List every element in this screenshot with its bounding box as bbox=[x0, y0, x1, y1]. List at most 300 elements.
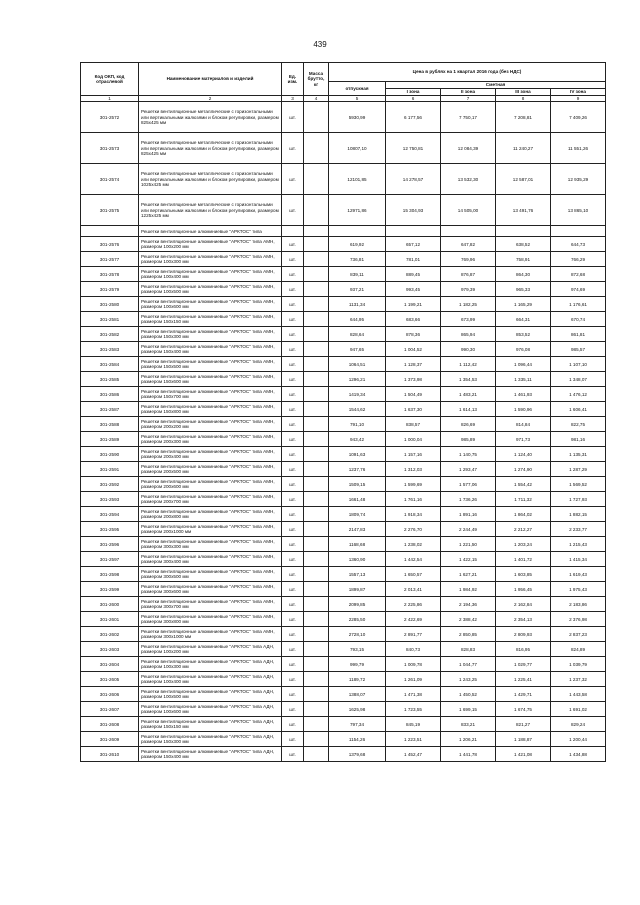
row-zone-4-price: 1 415,34 bbox=[551, 552, 606, 567]
table-row bbox=[81, 312, 606, 327]
row-zone-4-price: 1 606,41 bbox=[551, 402, 606, 417]
row-unit: шт. bbox=[282, 357, 304, 372]
row-zone-3-price: 11 240,27 bbox=[496, 133, 551, 164]
row-unit: шт. bbox=[282, 552, 304, 567]
table-row bbox=[81, 342, 606, 357]
table-row bbox=[81, 687, 606, 702]
table-row bbox=[81, 267, 606, 282]
table-row bbox=[81, 477, 606, 492]
row-mass bbox=[304, 297, 329, 312]
row-name: Решетки вентиляционные алюминиевые "АРКТОС" типа АМН, размером 300х500 мм bbox=[139, 567, 282, 582]
row-zone-2-price: 865,94 bbox=[441, 327, 496, 342]
row-zone-4-price: 13 865,10 bbox=[551, 195, 606, 226]
row-zone-2-price: 1 614,13 bbox=[441, 402, 496, 417]
row-zone-4-price: 1 176,61 bbox=[551, 297, 606, 312]
row-unit: шт. bbox=[282, 717, 304, 732]
row-unit: шт. bbox=[282, 282, 304, 297]
row-mass bbox=[304, 702, 329, 717]
table-row bbox=[81, 372, 606, 387]
row-zone-1-price bbox=[386, 226, 441, 237]
row-zone-2-price: 769,96 bbox=[441, 252, 496, 267]
column-number: 6 bbox=[386, 96, 441, 102]
row-unit: шт. bbox=[282, 477, 304, 492]
row-zone-4-price: 974,69 bbox=[551, 282, 606, 297]
row-zone-3-price: 1 603,85 bbox=[496, 567, 551, 582]
row-zone-4-price: 824,89 bbox=[551, 642, 606, 657]
row-zone-2-price: 1 736,26 bbox=[441, 492, 496, 507]
row-zone-1-price: 6 177,56 bbox=[386, 102, 441, 133]
row-zone-2-price: 1 140,75 bbox=[441, 447, 496, 462]
row-zone-4-price: 2 376,98 bbox=[551, 612, 606, 627]
table-header bbox=[81, 63, 606, 102]
row-unit: шт. bbox=[282, 597, 304, 612]
row-unit: шт. bbox=[282, 612, 304, 627]
row-code: 301-2587 bbox=[81, 402, 139, 417]
row-zone-3-price: 976,08 bbox=[496, 342, 551, 357]
table-row bbox=[81, 582, 606, 597]
row-unit: шт. bbox=[282, 402, 304, 417]
table-row bbox=[81, 747, 606, 762]
header-unit: Ед. изм. bbox=[282, 63, 304, 96]
row-unit: шт. bbox=[282, 297, 304, 312]
row-name: Решетки вентиляционные алюминиевые "АРКТОС" типа АМН, размером 200х1000 мм bbox=[139, 522, 282, 537]
row-zone-1-price: 878,36 bbox=[386, 327, 441, 342]
row-mass bbox=[304, 582, 329, 597]
row-name: Решетки вентиляционные алюминиевые "АРКТОС" типа АМН, размером 100х500 мм bbox=[139, 282, 282, 297]
row-release-price: 943,42 bbox=[329, 432, 386, 447]
row-name: Решетки вентиляционные алюминиевые "АРКТОС" типа АМН, размером 300х800 мм bbox=[139, 612, 282, 627]
row-name: Решетки вентиляционные алюминиевые "АРКТОС" типа АМН, размером 150х600 мм bbox=[139, 372, 282, 387]
column-number: 1 bbox=[81, 96, 139, 102]
header-estimate: Сметная bbox=[386, 82, 606, 89]
row-zone-2-price: 876,87 bbox=[441, 267, 496, 282]
header-zone-3: III зона bbox=[496, 89, 551, 96]
row-unit: шт. bbox=[282, 267, 304, 282]
row-name: Решетки вентиляционные алюминиевые "АРКТОС" типа АМН, размером 150х400 мм bbox=[139, 342, 282, 357]
row-release-price: 828,64 bbox=[329, 327, 386, 342]
row-code: 301-2578 bbox=[81, 267, 139, 282]
row-code: 301-2596 bbox=[81, 537, 139, 552]
row-zone-2-price: 990,30 bbox=[441, 342, 496, 357]
row-zone-1-price: 2 422,69 bbox=[386, 612, 441, 627]
row-zone-1-price: 1 000,04 bbox=[386, 432, 441, 447]
row-code: 301-2577 bbox=[81, 252, 139, 267]
row-zone-3-price: 821,27 bbox=[496, 717, 551, 732]
row-zone-3-price: 1 590,96 bbox=[496, 402, 551, 417]
table-row bbox=[81, 297, 606, 312]
row-zone-3-price: 853,52 bbox=[496, 327, 551, 342]
row-zone-2-price: 647,82 bbox=[441, 237, 496, 252]
row-zone-1-price: 12 750,81 bbox=[386, 133, 441, 164]
row-release-price: 1509,15 bbox=[329, 477, 386, 492]
row-zone-3-price: 816,95 bbox=[496, 642, 551, 657]
row-zone-4-price: 1 975,43 bbox=[551, 582, 606, 597]
row-code: 301-2592 bbox=[81, 477, 139, 492]
table-row bbox=[81, 507, 606, 522]
row-zone-2-price: 1 206,21 bbox=[441, 732, 496, 747]
row-zone-2-price: 1 221,50 bbox=[441, 537, 496, 552]
row-zone-4-price: 1 287,29 bbox=[551, 462, 606, 477]
row-name: Решетки вентиляционные алюминиевые "АРКТОС" типа АМН, размером 300х700 мм bbox=[139, 597, 282, 612]
row-zone-1-price: 1 312,03 bbox=[386, 462, 441, 477]
row-zone-2-price: 1 044,77 bbox=[441, 657, 496, 672]
row-unit: шт. bbox=[282, 522, 304, 537]
row-zone-4-price: 1 882,15 bbox=[551, 507, 606, 522]
row-zone-3-price: 971,73 bbox=[496, 432, 551, 447]
row-name: Решетки вентиляционные алюминиевые "АРКТОС" типа АМН, размером 100х600 мм bbox=[139, 297, 282, 312]
table-row bbox=[81, 417, 606, 432]
row-name: Решетки вентиляционные алюминиевые "АРКТОС" типа АМН, размером 300х300 мм bbox=[139, 537, 282, 552]
table-row bbox=[81, 402, 606, 417]
row-zone-1-price: 683,66 bbox=[386, 312, 441, 327]
table-row bbox=[81, 717, 606, 732]
table-row bbox=[81, 164, 606, 195]
page-number: 439 bbox=[313, 40, 327, 49]
row-name: Решетки вентиляционные алюминиевые "АРКТОС" типа АМН, размером 100х300 мм bbox=[139, 252, 282, 267]
row-release-price: 1091,63 bbox=[329, 447, 386, 462]
row-code: 301-2585 bbox=[81, 372, 139, 387]
row-zone-4-price: 1 691,02 bbox=[551, 702, 606, 717]
row-zone-4-price: 670,74 bbox=[551, 312, 606, 327]
row-unit: шт. bbox=[282, 687, 304, 702]
row-release-price bbox=[329, 226, 386, 237]
row-code bbox=[81, 226, 139, 237]
row-release-price: 1557,13 bbox=[329, 567, 386, 582]
header-zone-4: IV зона bbox=[551, 89, 606, 96]
row-zone-1-price: 1 471,38 bbox=[386, 687, 441, 702]
table-row bbox=[81, 522, 606, 537]
row-name: Решетки вентиляционные алюминиевые "АРКТОС" типа АМН, размером 100х400 мм bbox=[139, 267, 282, 282]
table-row bbox=[81, 627, 606, 642]
row-zone-4-price: 644,73 bbox=[551, 237, 606, 252]
header-price-title: Цена в рублях на 1 квартал 2016 года (без НДС) bbox=[329, 63, 606, 82]
row-mass bbox=[304, 357, 329, 372]
row-zone-1-price: 1 128,37 bbox=[386, 357, 441, 372]
table-row bbox=[81, 133, 606, 164]
row-unit: шт. bbox=[282, 507, 304, 522]
row-zone-2-price: 1 891,16 bbox=[441, 507, 496, 522]
table-row bbox=[81, 462, 606, 477]
row-zone-3-price bbox=[496, 226, 551, 237]
row-release-price: 1419,34 bbox=[329, 387, 386, 402]
table-row bbox=[81, 237, 606, 252]
row-zone-3-price: 664,31 bbox=[496, 312, 551, 327]
row-release-price: 736,81 bbox=[329, 252, 386, 267]
row-zone-1-price: 2 891,77 bbox=[386, 627, 441, 642]
row-zone-2-price: 1 422,15 bbox=[441, 552, 496, 567]
header-mass: Масса брутто, кг bbox=[304, 63, 329, 96]
row-zone-4-price: 2 233,77 bbox=[551, 522, 606, 537]
row-mass bbox=[304, 327, 329, 342]
row-zone-2-price: 1 450,52 bbox=[441, 687, 496, 702]
row-zone-4-price: 1 215,43 bbox=[551, 537, 606, 552]
row-zone-4-price: 1 200,44 bbox=[551, 732, 606, 747]
column-number: 9 bbox=[551, 96, 606, 102]
row-zone-2-price: 2 850,85 bbox=[441, 627, 496, 642]
row-zone-2-price: 979,39 bbox=[441, 282, 496, 297]
row-zone-2-price: 1 627,21 bbox=[441, 567, 496, 582]
row-code: 301-2608 bbox=[81, 717, 139, 732]
row-zone-2-price: 673,99 bbox=[441, 312, 496, 327]
row-zone-2-price: 1 354,53 bbox=[441, 372, 496, 387]
column-number: 3 bbox=[282, 96, 304, 102]
row-code: 301-2586 bbox=[81, 387, 139, 402]
row-zone-1-price: 889,45 bbox=[386, 267, 441, 282]
row-release-price: 797,34 bbox=[329, 717, 386, 732]
row-release-price: 791,10 bbox=[329, 417, 386, 432]
row-unit: шт. bbox=[282, 492, 304, 507]
row-zone-1-price: 2 225,86 bbox=[386, 597, 441, 612]
row-zone-1-price: 1 199,21 bbox=[386, 297, 441, 312]
row-mass bbox=[304, 567, 329, 582]
table-row bbox=[81, 642, 606, 657]
row-unit: шт. bbox=[282, 447, 304, 462]
row-zone-2-price: 1 182,25 bbox=[441, 297, 496, 312]
row-mass bbox=[304, 282, 329, 297]
row-mass bbox=[304, 402, 329, 417]
row-code: 301-2609 bbox=[81, 732, 139, 747]
row-name: Решетки вентиляционные металлические с горизонтальными или вертикальными жалюзями и блоком регулировки, размером 1225х425 мм bbox=[139, 195, 282, 226]
row-mass bbox=[304, 657, 329, 672]
row-zone-2-price: 2 388,42 bbox=[441, 612, 496, 627]
row-unit: шт. bbox=[282, 657, 304, 672]
row-mass bbox=[304, 687, 329, 702]
row-mass bbox=[304, 102, 329, 133]
row-zone-3-price: 1 421,08 bbox=[496, 747, 551, 762]
row-zone-1-price: 1 442,54 bbox=[386, 552, 441, 567]
table-row bbox=[81, 567, 606, 582]
row-release-price: 1809,74 bbox=[329, 507, 386, 522]
row-zone-1-price: 1 004,52 bbox=[386, 342, 441, 357]
row-release-price: 1296,21 bbox=[329, 372, 386, 387]
row-zone-3-price: 1 096,44 bbox=[496, 357, 551, 372]
row-zone-1-price: 840,73 bbox=[386, 642, 441, 657]
row-name: Решетки вентиляционные алюминиевые "АРКТОС" типа АДН, размером 100х500 мм bbox=[139, 687, 282, 702]
row-release-price: 937,21 bbox=[329, 282, 386, 297]
row-zone-3-price: 1 429,71 bbox=[496, 687, 551, 702]
row-code: 301-2573 bbox=[81, 133, 139, 164]
row-zone-3-price: 1 864,02 bbox=[496, 507, 551, 522]
row-release-price: 1899,87 bbox=[329, 582, 386, 597]
column-number: 2 bbox=[139, 96, 282, 102]
row-mass bbox=[304, 642, 329, 657]
row-zone-4-price: 2 837,23 bbox=[551, 627, 606, 642]
row-name: Решетки вентиляционные алюминиевые "АРКТОС" типа АДН, размером 100х200 мм bbox=[139, 642, 282, 657]
row-unit: шт. bbox=[282, 432, 304, 447]
row-unit: шт. bbox=[282, 537, 304, 552]
row-zone-4-price: 2 183,86 bbox=[551, 597, 606, 612]
row-zone-3-price: 1 711,32 bbox=[496, 492, 551, 507]
row-release-price: 12101,85 bbox=[329, 164, 386, 195]
row-unit: шт. bbox=[282, 417, 304, 432]
row-code: 301-2588 bbox=[81, 417, 139, 432]
row-zone-4-price: 11 551,26 bbox=[551, 133, 606, 164]
row-zone-4-price: 7 409,26 bbox=[551, 102, 606, 133]
row-zone-1-price: 1 504,49 bbox=[386, 387, 441, 402]
column-number: 4 bbox=[304, 96, 329, 102]
row-zone-1-price: 2 276,70 bbox=[386, 522, 441, 537]
row-zone-4-price: 872,68 bbox=[551, 267, 606, 282]
row-code: 301-2575 bbox=[81, 195, 139, 226]
row-release-price: 1360,90 bbox=[329, 552, 386, 567]
row-zone-1-price: 1 452,47 bbox=[386, 747, 441, 762]
row-name: Решетки вентиляционные алюминиевые "АРКТОС" типа АМН, размером 150х800 мм bbox=[139, 402, 282, 417]
row-name: Решетки вентиляционные алюминиевые "АРКТОС" типа АМН, размером 150х300 мм bbox=[139, 327, 282, 342]
row-zone-2-price: 14 505,00 bbox=[441, 195, 496, 226]
row-zone-4-price: 985,57 bbox=[551, 342, 606, 357]
row-code: 301-2602 bbox=[81, 627, 139, 642]
row-unit: шт. bbox=[282, 252, 304, 267]
row-zone-3-price: 1 956,45 bbox=[496, 582, 551, 597]
row-zone-4-price: 822,75 bbox=[551, 417, 606, 432]
row-unit: шт. bbox=[282, 342, 304, 357]
row-release-price: 2099,85 bbox=[329, 597, 386, 612]
row-unit: шт. bbox=[282, 312, 304, 327]
row-zone-1-price: 1 650,57 bbox=[386, 567, 441, 582]
row-zone-1-price: 993,45 bbox=[386, 282, 441, 297]
row-zone-4-price: 766,29 bbox=[551, 252, 606, 267]
row-zone-2-price: 7 750,17 bbox=[441, 102, 496, 133]
table-row bbox=[81, 252, 606, 267]
table-row bbox=[81, 702, 606, 717]
row-unit: шт. bbox=[282, 567, 304, 582]
row-mass bbox=[304, 133, 329, 164]
row-unit: шт. bbox=[282, 702, 304, 717]
row-name: Решетки вентиляционные алюминиевые "АРКТОС" типа АМН, размером 150х500 мм bbox=[139, 357, 282, 372]
row-zone-4-price: 981,16 bbox=[551, 432, 606, 447]
table-row bbox=[81, 657, 606, 672]
row-name: Решетки вентиляционные алюминиевые "АРКТОС" типа АМН, размером 300х400 мм bbox=[139, 552, 282, 567]
header-zone-2: II зона bbox=[441, 89, 496, 96]
row-zone-2-price: 12 084,39 bbox=[441, 133, 496, 164]
table-row bbox=[81, 732, 606, 747]
row-zone-3-price: 1 461,93 bbox=[496, 387, 551, 402]
row-name: Решетки вентиляционные металлические с горизонтальными или вертикальными жалюзями и блоком регулировки, размером 825х425 мм bbox=[139, 102, 282, 133]
row-name: Решетки вентиляционные алюминиевые "АРКТОС" типа bbox=[139, 226, 282, 237]
row-mass bbox=[304, 432, 329, 447]
row-mass bbox=[304, 552, 329, 567]
row-mass bbox=[304, 732, 329, 747]
row-name: Решетки вентиляционные алюминиевые "АРКТОС" типа АДН, размером 100х300 мм bbox=[139, 657, 282, 672]
row-code: 301-2594 bbox=[81, 507, 139, 522]
row-code: 301-2574 bbox=[81, 164, 139, 195]
row-name: Решетки вентиляционные алюминиевые "АРКТОС" типа АМН, размером 200х200 мм bbox=[139, 417, 282, 432]
row-release-price: 1379,68 bbox=[329, 747, 386, 762]
row-zone-3-price: 1 225,41 bbox=[496, 672, 551, 687]
row-zone-3-price: 7 208,81 bbox=[496, 102, 551, 133]
row-code: 301-2606 bbox=[81, 687, 139, 702]
row-mass bbox=[304, 747, 329, 762]
row-zone-2-price: 1 112,42 bbox=[441, 357, 496, 372]
row-mass bbox=[304, 672, 329, 687]
row-zone-2-price: 985,89 bbox=[441, 432, 496, 447]
row-mass bbox=[304, 537, 329, 552]
row-code: 301-2582 bbox=[81, 327, 139, 342]
row-zone-3-price: 864,30 bbox=[496, 267, 551, 282]
row-unit: шт. bbox=[282, 102, 304, 133]
row-name: Решетки вентиляционные алюминиевые "АРКТОС" типа АМН, размером 100х200 мм bbox=[139, 237, 282, 252]
row-code: 301-2584 bbox=[81, 357, 139, 372]
row-zone-2-price: 1 577,06 bbox=[441, 477, 496, 492]
row-name: Решетки вентиляционные алюминиевые "АРКТОС" типа АМН, размером 150х700 мм bbox=[139, 387, 282, 402]
row-zone-1-price: 1 373,98 bbox=[386, 372, 441, 387]
row-zone-1-price: 838,57 bbox=[386, 417, 441, 432]
row-code: 301-2581 bbox=[81, 312, 139, 327]
row-code: 301-2605 bbox=[81, 672, 139, 687]
row-zone-2-price: 1 984,92 bbox=[441, 582, 496, 597]
row-name: Решетки вентиляционные алюминиевые "АРКТОС" типа АДН, размером 100х400 мм bbox=[139, 672, 282, 687]
row-code: 301-2579 bbox=[81, 282, 139, 297]
table-row bbox=[81, 612, 606, 627]
row-code: 301-2601 bbox=[81, 612, 139, 627]
row-code: 301-2600 bbox=[81, 597, 139, 612]
table-row bbox=[81, 672, 606, 687]
row-mass bbox=[304, 164, 329, 195]
row-zone-2-price: 833,21 bbox=[441, 717, 496, 732]
row-unit: шт. bbox=[282, 387, 304, 402]
table-row bbox=[81, 195, 606, 226]
row-mass bbox=[304, 507, 329, 522]
table-row bbox=[81, 282, 606, 297]
table-row bbox=[81, 447, 606, 462]
row-name: Решетки вентиляционные алюминиевые "АРКТОС" типа АМН, размером 300х600 мм bbox=[139, 582, 282, 597]
row-zone-1-price: 1 009,78 bbox=[386, 657, 441, 672]
row-zone-4-price: 1 434,88 bbox=[551, 747, 606, 762]
table-row bbox=[81, 387, 606, 402]
row-zone-3-price: 2 354,13 bbox=[496, 612, 551, 627]
row-mass bbox=[304, 492, 329, 507]
row-release-price: 5930,99 bbox=[329, 102, 386, 133]
row-zone-3-price: 2 809,93 bbox=[496, 627, 551, 642]
row-zone-2-price: 2 244,49 bbox=[441, 522, 496, 537]
row-mass bbox=[304, 612, 329, 627]
row-mass bbox=[304, 342, 329, 357]
row-unit: шт. bbox=[282, 372, 304, 387]
row-unit: шт. bbox=[282, 672, 304, 687]
row-release-price: 839,11 bbox=[329, 267, 386, 282]
row-release-price: 2147,83 bbox=[329, 522, 386, 537]
row-code: 301-2590 bbox=[81, 447, 139, 462]
row-unit: шт. bbox=[282, 164, 304, 195]
table-row bbox=[81, 552, 606, 567]
row-zone-4-price: 1 569,52 bbox=[551, 477, 606, 492]
row-code: 301-2583 bbox=[81, 342, 139, 357]
row-release-price: 1154,26 bbox=[329, 732, 386, 747]
row-mass bbox=[304, 312, 329, 327]
row-zone-4-price bbox=[551, 226, 606, 237]
row-mass bbox=[304, 195, 329, 226]
row-name: Решетки вентиляционные алюминиевые "АРКТОС" типа АМН, размером 200х500 мм bbox=[139, 462, 282, 477]
row-zone-3-price: 1 274,90 bbox=[496, 462, 551, 477]
row-zone-3-price: 2 162,84 bbox=[496, 597, 551, 612]
row-release-price: 1189,72 bbox=[329, 672, 386, 687]
row-zone-4-price: 1 039,79 bbox=[551, 657, 606, 672]
header-name: Наименование материалов и изделий bbox=[139, 63, 282, 96]
row-mass bbox=[304, 522, 329, 537]
row-mass bbox=[304, 267, 329, 282]
row-mass bbox=[304, 417, 329, 432]
row-mass bbox=[304, 252, 329, 267]
row-zone-4-price: 1 619,43 bbox=[551, 567, 606, 582]
row-zone-1-price: 1 637,30 bbox=[386, 402, 441, 417]
row-name: Решетки вентиляционные алюминиевые "АРКТОС" типа АДН, размером 150х150 мм bbox=[139, 717, 282, 732]
row-zone-1-price: 1 223,51 bbox=[386, 732, 441, 747]
row-unit bbox=[282, 226, 304, 237]
row-code: 301-2593 bbox=[81, 492, 139, 507]
row-mass bbox=[304, 627, 329, 642]
row-zone-4-price: 1 107,10 bbox=[551, 357, 606, 372]
row-zone-4-price: 1 443,58 bbox=[551, 687, 606, 702]
